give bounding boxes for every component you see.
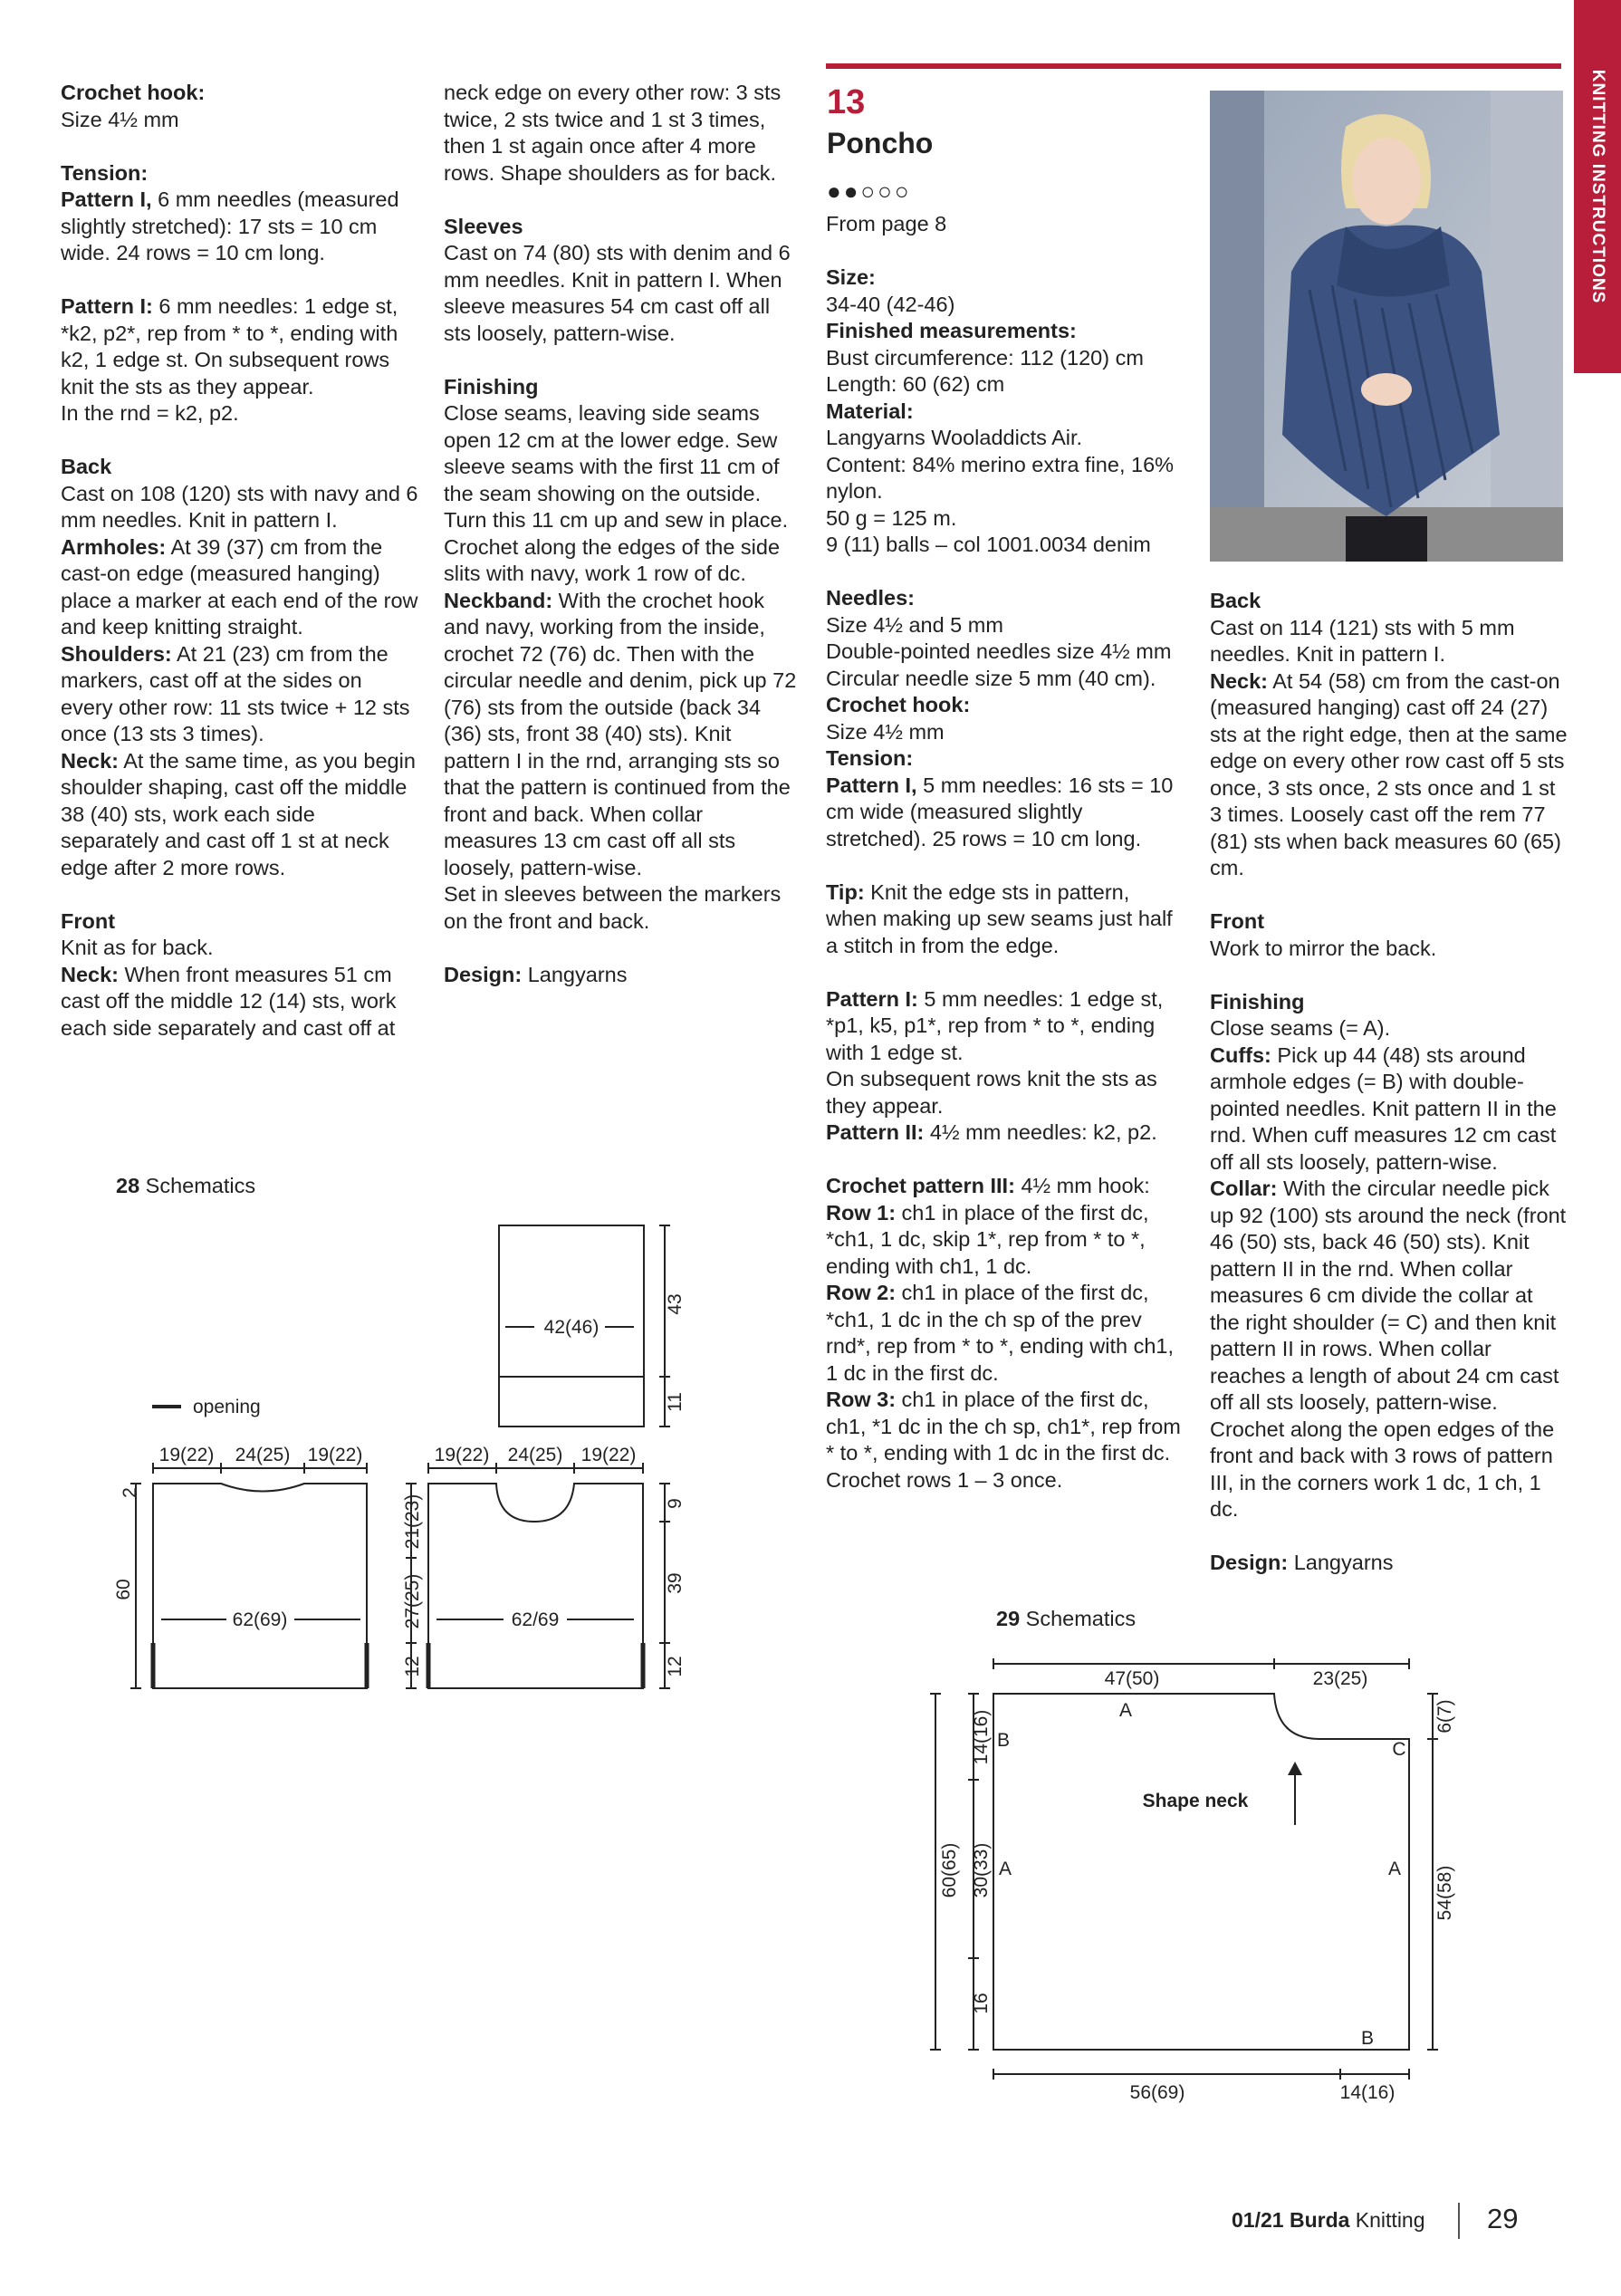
length-value: Length: 60 (62) cm xyxy=(826,372,1005,396)
sleeves-heading: Sleeves xyxy=(444,214,523,238)
left-mid-dim: 30(33) xyxy=(971,1842,992,1898)
front-width: 62/69 xyxy=(511,1609,560,1630)
label-a-left: A xyxy=(998,1859,1012,1879)
back-width: 62(69) xyxy=(232,1609,288,1630)
setin-paragraph: Set in sleeves between the markers on the front and back. xyxy=(444,882,782,933)
top-left-dim: 47(50) xyxy=(1104,1668,1160,1689)
tension-heading: Tension: xyxy=(61,160,149,185)
column-1 xyxy=(61,80,418,1042)
front-neck-height: 9 xyxy=(665,1498,686,1509)
page-number: 29 xyxy=(1487,2203,1519,2234)
cuffs-paragraph: Cuffs: Pick up 44 (48) sts around armhole edges (= B) with double-pointed needles. Knit pattern II in the rnd. When cuff measures 12 cm cast off all sts loosely, pattern-wise. xyxy=(1210,1042,1557,1174)
row2-paragraph: Row 2: ch1 in place of the first dc, *ch1, 1 dc in the ch sp of the prev rnd*, rep from * to *, ending with ch1, 1 dc in the first dc. xyxy=(826,1281,1175,1385)
crochet-paragraph: Crochet along the edges of the side slits with navy, work 1 row of dc. xyxy=(444,534,781,585)
pattern1-paragraph-2: Pattern I: 5 mm needles: 1 edge st, *p1, k5, p1*, rep from * to *, ending with 1 edge st. xyxy=(826,986,1164,1064)
schematic-29 xyxy=(906,1639,1503,2128)
section-tab xyxy=(1574,0,1621,373)
armholes-paragraph: Armholes: At 39 (37) cm from the cast-on edge (measured hanging) place a marker at each end of the row and keep knitting straight. xyxy=(61,534,418,639)
opening-label: opening xyxy=(193,1397,261,1417)
difficulty-rating: ●●○○○ xyxy=(827,178,912,205)
footer-separator xyxy=(1458,2203,1460,2239)
needles-size: Size 4½ and 5 mm xyxy=(826,612,1003,637)
back-paragraph-2: Cast on 114 (121) sts with 5 mm needles. Knit in pattern I. xyxy=(1210,615,1515,666)
project-number: 13 xyxy=(827,83,866,121)
label-a-right: A xyxy=(1387,1859,1402,1879)
pattern1-sub: On subsequent rows knit the sts as they appear. xyxy=(826,1067,1157,1118)
front-body-height: 39 xyxy=(665,1572,686,1594)
footer-magazine: Knitting xyxy=(1349,2208,1425,2232)
label-b-bottom: B xyxy=(1360,2028,1375,2049)
column-4 xyxy=(1210,588,1568,1577)
section-tab-label: KNITTING INSTRUCTIONS xyxy=(1588,69,1607,304)
neck-continued: neck edge on every other row: 3 sts twice, 2 sts twice and 1 st 3 times, then 1 st again once after 4 more rows. Shape shoulders as for back. xyxy=(444,81,782,185)
front-slit-right: 12 xyxy=(665,1656,686,1677)
yarn-value: Langyarns Wooladdicts Air. xyxy=(826,426,1083,449)
back-w2: 24(25) xyxy=(235,1445,291,1465)
finishing-paragraph: Close seams, leaving side seams open 12 cm at the lower edge. Sew sleeve seams with the first 11 cm of the seam showing on the outside. Turn this 11 cm up and sew in place. xyxy=(444,401,789,532)
sleeve-cuff: 11 xyxy=(665,1392,686,1412)
schematic-28 xyxy=(0,1205,815,1712)
project-title: Poncho xyxy=(827,127,934,159)
neck-paragraph-2: Neck: At 54 (58) cm from the cast-on (measured hanging) cast off 24 (27) sts at the right edge, then at the same edge on every other row cast off 5 sts once, 3 sts once, 2 sts once and 1 st 3 times. Loosely cast off the rem 77 (81) sts when back measures 60 (65) cm. xyxy=(1210,668,1568,879)
sleeves-paragraph: Cast on 74 (80) sts with denim and 6 mm needles. Knit in pattern I. When sleeve measures 54 cm cast off all sts loosely, pattern-wise. xyxy=(444,241,791,345)
front-neck-paragraph: Neck: When front measures 51 cm cast off the middle 12 (14) sts, work each side separately and cast off at xyxy=(61,962,397,1040)
footer-brand: Burda xyxy=(1289,2208,1350,2232)
needles-heading: Needles: xyxy=(826,586,915,610)
poncho-photo xyxy=(1210,91,1563,562)
pattern2-paragraph: Pattern II: 4½ mm needles: k2, p2. xyxy=(826,1120,1157,1144)
design-credit: Design: Langyarns xyxy=(444,962,628,986)
finishing-paragraph-2: Close seams (= A). xyxy=(1210,1016,1391,1040)
top-right-dim: 23(25) xyxy=(1312,1668,1368,1689)
back-w3: 19(22) xyxy=(307,1445,363,1465)
pattern1-paragraph: Pattern I: 6 mm needles: 1 edge st, *k2, p2*, rep from * to *, ending with k2, 1 edge st. On subsequent rows knit the sts as they appear. xyxy=(61,294,398,399)
balls-value: 9 (11) balls – col 1001.0034 denim xyxy=(826,533,1151,556)
size-heading: Size: xyxy=(826,265,876,289)
circular-value: Circular needle size 5 mm (40 cm). xyxy=(826,666,1156,690)
front-paragraph: Knit as for back. xyxy=(61,936,214,959)
sleeve-width: 42(46) xyxy=(543,1317,599,1338)
front-w1: 19(22) xyxy=(434,1445,490,1465)
tension-paragraph-2: Pattern I, 5 mm needles: 16 sts = 10 cm wide (measured slightly stretched). 25 rows = 10 cm long. xyxy=(826,773,1174,850)
dpn-value: Double-pointed needles size 4½ mm xyxy=(826,639,1172,663)
pattern1-rnd: In the rnd = k2, p2. xyxy=(61,401,239,425)
front-heading-2: Front xyxy=(1210,909,1265,933)
design-credit-2: Design: Langyarns xyxy=(1210,1551,1394,1574)
collar-paragraph: Collar: With the circular needle pick up 92 (100) sts around the neck (front 46 (50) sts, back 46 (50) sts). Knit pattern II in the rnd. When collar measures 6 cm divide the collar at the right shoulder (= C) and then knit pattern II in rows. When collar reaches a length of about 24 cm cast off all sts loosely, pattern-wise. Crochet along the open edges of the front and back with 3 rows of pattern III, in the corners work 1 dc, 1 ch, 1 dc. xyxy=(1210,1177,1567,1521)
shape-neck-label: Shape neck xyxy=(1142,1791,1249,1811)
back-total-height: 60 xyxy=(113,1579,134,1600)
row3-paragraph: Row 3: ch1 in place of the first dc, ch1, *1 dc in the ch sp, ch1*, rep from * to *, ending with 1 dc in the first dc. xyxy=(826,1388,1181,1465)
back-heading: Back xyxy=(61,455,112,478)
column-3 xyxy=(826,211,1184,1494)
finishing-heading: Finishing xyxy=(444,374,539,399)
right-main-dim: 54(58) xyxy=(1434,1865,1455,1921)
back-w1: 19(22) xyxy=(158,1445,215,1465)
front-heading: Front xyxy=(61,908,116,933)
left-lower-dim: 16 xyxy=(971,1993,992,2014)
tension-paragraph: Pattern I, 6 mm needles (measured slightly stretched): 17 sts = 10 cm wide. 24 rows = 10 cm long. xyxy=(61,187,399,264)
right-top-dim: 6(7) xyxy=(1434,1699,1455,1734)
left-upper-dim: 14(16) xyxy=(971,1709,992,1765)
front-lower-height: 27(25) xyxy=(402,1573,423,1629)
rows-once: Crochet rows 1 – 3 once. xyxy=(826,1467,1063,1492)
left-total-dim: 60(65) xyxy=(939,1842,960,1898)
bottom-right-dim: 14(16) xyxy=(1339,2082,1396,2103)
front-paragraph-2: Work to mirror the back. xyxy=(1210,936,1437,960)
front-w2: 24(25) xyxy=(507,1445,563,1465)
front-arm-height: 21(23) xyxy=(402,1494,423,1550)
back-neck-height: 2 xyxy=(120,1487,140,1498)
from-page: From page 8 xyxy=(826,212,947,235)
neckband-paragraph: Neckband: With the crochet hook and navy, working from the inside, crochet 72 (76) dc. Then with the circular needle and denim, pick up 72 (76) sts from the outside (back 34 (36) sts, front 38 (40) sts). Knit pattern I in the rnd, arranging sts so that the pattern is continued from the front and back. When collar measures 13 cm cast off all sts loosely, pattern-wise. xyxy=(444,588,797,879)
tension-heading-2: Tension: xyxy=(826,746,914,770)
schematics-28-label: 28 Schematics xyxy=(116,1174,256,1197)
material-heading: Material: xyxy=(826,399,914,423)
column-2 xyxy=(444,80,801,988)
pattern3-paragraph: Crochet pattern III: 4½ mm hook: xyxy=(826,1174,1150,1197)
schematics-29-label: 29 Schematics xyxy=(996,1607,1137,1630)
back-paragraph: Cast on 108 (120) sts with navy and 6 mm needles. Knit in pattern I. xyxy=(61,481,418,532)
front-w3: 19(22) xyxy=(580,1445,637,1465)
tip-paragraph: Tip: Knit the edge sts in pattern, when making up sew seams just half a stitch in from the edge. xyxy=(826,879,1173,957)
footer-issue: 01/21 xyxy=(1232,2208,1290,2232)
front-slit-height: 12 xyxy=(402,1656,423,1677)
shoulders-paragraph: Shoulders: At 21 (23) cm from the markers, cast off at the sides on every other row: 11 sts twice + 12 sts once (13 sts 3 times). xyxy=(61,641,410,745)
header-rule xyxy=(826,63,1561,69)
label-a-top: A xyxy=(1118,1700,1133,1721)
finishing-heading-2: Finishing xyxy=(1210,989,1305,1014)
crochet-hook-heading: Crochet hook: xyxy=(61,81,206,104)
row1-paragraph: Row 1: ch1 in place of the first dc, *ch1, 1 dc, skip 1*, rep from * to *, ending with ch1, 1 dc. xyxy=(826,1200,1149,1278)
label-c-right: C xyxy=(1392,1739,1406,1760)
bottom-left-dim: 56(69) xyxy=(1129,2082,1185,2103)
weight-value: 50 g = 125 m. xyxy=(826,505,957,530)
size-value: 34-40 (42-46) xyxy=(826,292,955,316)
neck-paragraph: Neck: At the same time, as you begin shoulder shaping, cast off the middle 38 (40) sts, work each side separately and cast off 1 st at neck edge after 2 more rows. xyxy=(61,748,416,879)
bust-value: Bust circumference: 112 (120) cm xyxy=(826,345,1144,370)
hook-value: Size 4½ mm xyxy=(826,719,945,744)
sleeve-height: 43 xyxy=(665,1293,686,1315)
content-value: Content: 84% merino extra fine, 16% nylon. xyxy=(826,452,1175,503)
crochet-hook-value: Size 4½ mm xyxy=(61,107,179,131)
finished-heading: Finished measurements: xyxy=(826,319,1077,342)
hook-heading: Crochet hook: xyxy=(826,693,971,716)
back-heading-2: Back xyxy=(1210,589,1261,612)
label-b-left: B xyxy=(996,1730,1011,1751)
page-footer xyxy=(1232,2203,1519,2234)
